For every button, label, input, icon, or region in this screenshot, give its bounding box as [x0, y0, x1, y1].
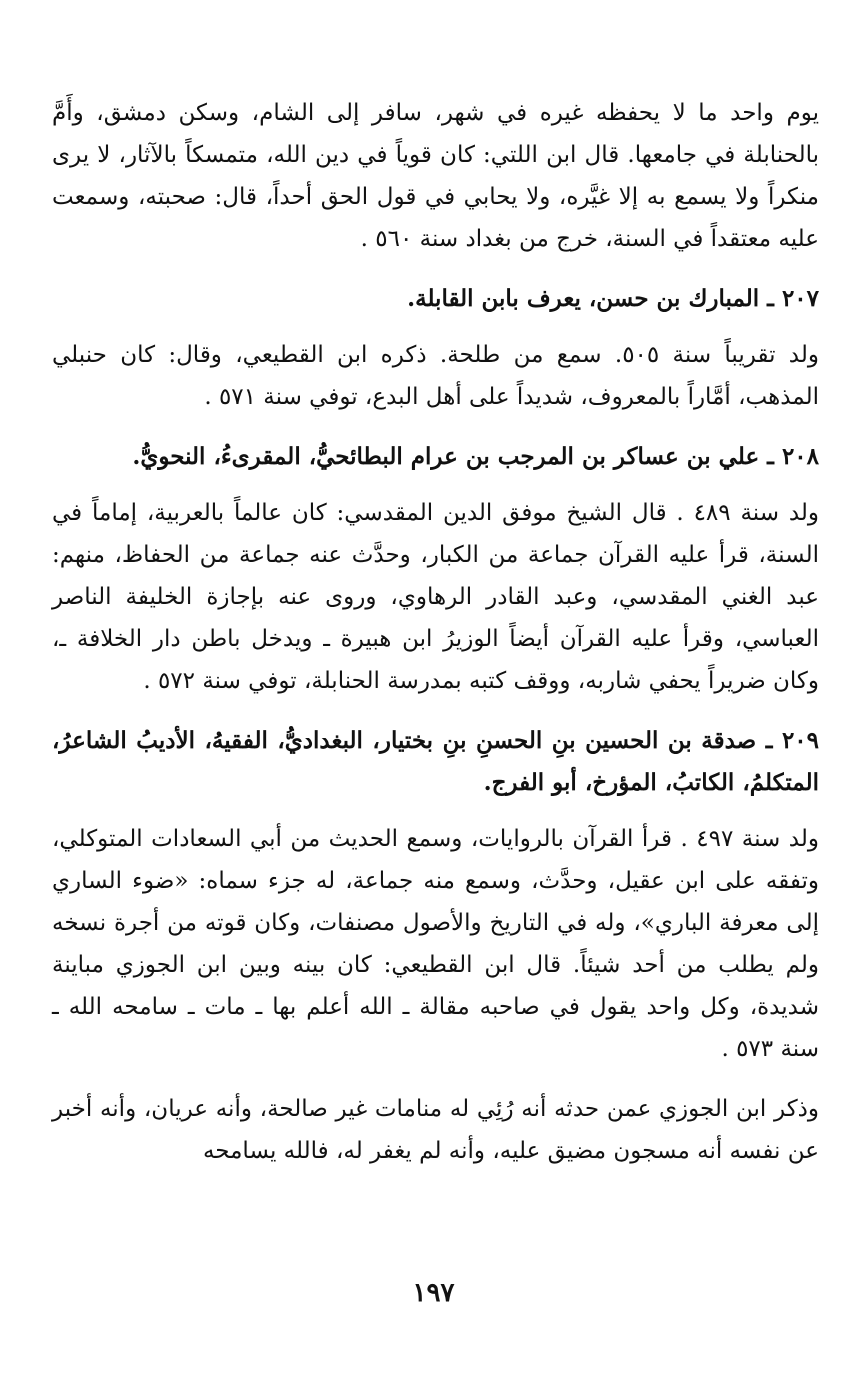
paragraph-entry-209: ولد سنة ٤٩٧ . قرأ القرآن بالروايات، وسمع الحديث من أبي السعادات المتوكلي، وتفقه على ابن عقيل، وحدَّث، وسمع منه جماعة، له جزء سماه: «ضوء الساري إلى معرفة الباري»، وله في التاريخ والأصول مصنفات، وكان قوته من أجرة نسخه ولم يطلب من أحد شيئاً. قال ابن القطيعي: كان بينه وبين ابن الجوزي مباينة شديدة، وكل واحد يقول في صاحبه مقالة ـ الله أعلم بها ـ مات ـ سامحه الله ـ سنة ٥٧٣ .	[52, 826, 819, 1062]
paragraph-entry-207: ولد تقريباً سنة ٥٠٥. سمع من طلحة. ذكره ابن القطيعي، وقال: كان حنبلي المذهب، أمَّاراً بالمعروف، شديداً على أهل البدع، توفي سنة ٥٧١ .	[52, 342, 819, 410]
entry-heading-209: ٢٠٩ ـ صدقة بن الحسين بنِ الحسنِ بنِ بختيار، البغداديُّ، الفقيهُ، الأديبُ الشاعرُ، المتكلمُ، الكاتبُ، المؤرخ، أبو الفرج.	[52, 727, 819, 796]
page-number: ١٩٧	[412, 1278, 455, 1308]
paragraph-ibn-al-jawzi: وذكر ابن الجوزي عمن حدثه أنه رُئِي له منامات غير صالحة، وأنه عريان، وأنه أخبر عن نفسه أنه مسجون مضيق عليه، وأنه لم يغفر له، فالله يسامحه	[52, 1096, 819, 1164]
entry-heading-208: ٢٠٨ ـ علي بن عساكر بن المرجب بن عرام البطائحيُّ، المقرىءُ، النحويُّ.	[132, 443, 819, 470]
entry-heading-207: ٢٠٧ ـ المبارك بن حسن، يعرف بابن القابلة.	[407, 285, 819, 312]
paragraph-continuation: يوم واحد ما لا يحفظه غيره في شهر، سافر إلى الشام، وسكن دمشق، وأَمَّ بالحنابلة في جامعها. قال ابن اللتي: كان قوياً في دين الله، متمسكاً بالآثار، لا يرى منكراً ولا يسمع به إلا غيَّره، ولا يحابي في قول الحق أحداً، قال: صحبته، وسمعت عليه معتقداً في السنة، خرج من بغداد سنة ٥٦٠ .	[52, 100, 819, 252]
paragraph-entry-208: ولد سنة ٤٨٩ . قال الشيخ موفق الدين المقدسي: كان عالماً بالعربية، إماماً في السنة، قرأ عليه القرآن جماعة من الكبار، وحدَّث عنه جماعة من الحفاظ، منهم: عبد الغني المقدسي، وعبد القادر الرهاوي، وروى عنه بإجازة الخليفة الناصر العباسي، وقرأ عليه القرآن أيضاً الوزيرُ ابن هبيرة ـ ويدخل باطن دار الخلافة ـ، وكان ضريراً يحفي شاربه، ووقف كتبه بمدرسة الحنابلة، توفي سنة ٥٧٢ .	[52, 500, 820, 694]
